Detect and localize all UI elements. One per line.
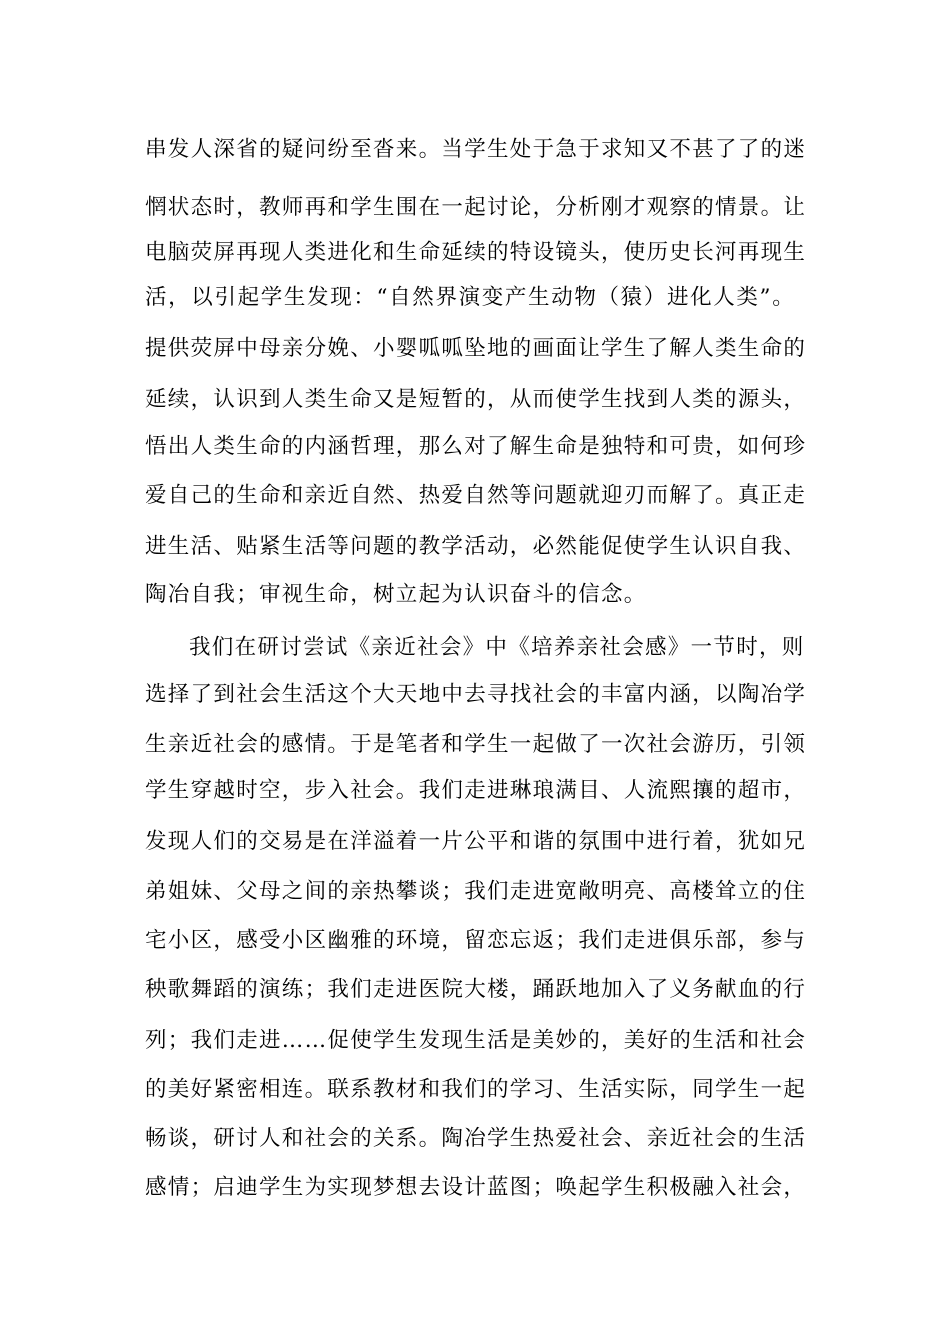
text-line: 进生活、贴紧生活等问题的教学活动，必然能促使学生认识自我、 (145, 534, 807, 559)
text-line: 爱自己的生命和亲近自然、热爱自然等问题就迎刃而解了。真正走 (145, 483, 807, 508)
paragraph-first-line: 我们在研讨尝试《亲近社会》中《培养亲社会感》一节时，则 (189, 635, 805, 660)
text-line: 活，以引起学生发现：“自然界演变产生动物（猿）进化人类”。 (145, 285, 795, 310)
text-line: 惘状态时，教师再和学生围在一起讨论，分析刚才观察的情景。让 (145, 195, 807, 220)
text-line: 宅小区，感受小区幽雅的环境，留恋忘返；我们走进俱乐部，参与 (145, 928, 807, 953)
text-line: 提供荧屏中母亲分娩、小婴呱呱坠地的画面让学生了解人类生命的 (145, 336, 807, 361)
text-line: 电脑荧屏再现人类进化和生命延续的特设镜头，使历史长河再现生 (145, 240, 807, 265)
text-line: 的美好紧密相连。联系教材和我们的学习、生活实际，同学生一起 (145, 1077, 807, 1102)
text-line: 发现人们的交易是在洋溢着一片公平和谐的氛围中进行着，犹如兄 (145, 829, 807, 854)
text-line: 串发人深省的疑问纷至沓来。当学生处于急于求知又不甚了了的迷 (145, 137, 807, 162)
text-line: 悟出人类生命的内涵哲理，那么对了解生命是独特和可贵，如何珍 (145, 434, 807, 459)
text-line: 选择了到社会生活这个大天地中去寻找社会的丰富内涵，以陶冶学 (145, 682, 807, 707)
text-line: 生亲近社会的感情。于是笔者和学生一起做了一次社会游历，引领 (145, 732, 807, 757)
text-line: 列；我们走进……促使学生发现生活是美妙的，美好的生活和社会 (145, 1028, 807, 1053)
text-line: 陶冶自我；审视生命，树立起为认识奋斗的信念。 (145, 582, 647, 607)
text-line: 弟姐妹、父母之间的亲热攀谈；我们走进宽敞明亮、高楼耸立的住 (145, 879, 807, 904)
text-line: 延续，认识到人类生命又是短暂的，从而使学生找到人类的源头， (145, 387, 807, 412)
text-line: 秧歌舞蹈的演练；我们走进医院大楼，踊跃地加入了义务献血的行 (145, 977, 807, 1002)
text-line: 畅谈，研讨人和社会的关系。陶冶学生热爱社会、亲近社会的生活 (145, 1126, 807, 1151)
text-line: 感情；启迪学生为实现梦想去设计蓝图；唤起学生积极融入社会， (145, 1175, 807, 1200)
text-line: 学生穿越时空，步入社会。我们走进琳琅满目、人流熙攘的超市， (145, 778, 807, 803)
